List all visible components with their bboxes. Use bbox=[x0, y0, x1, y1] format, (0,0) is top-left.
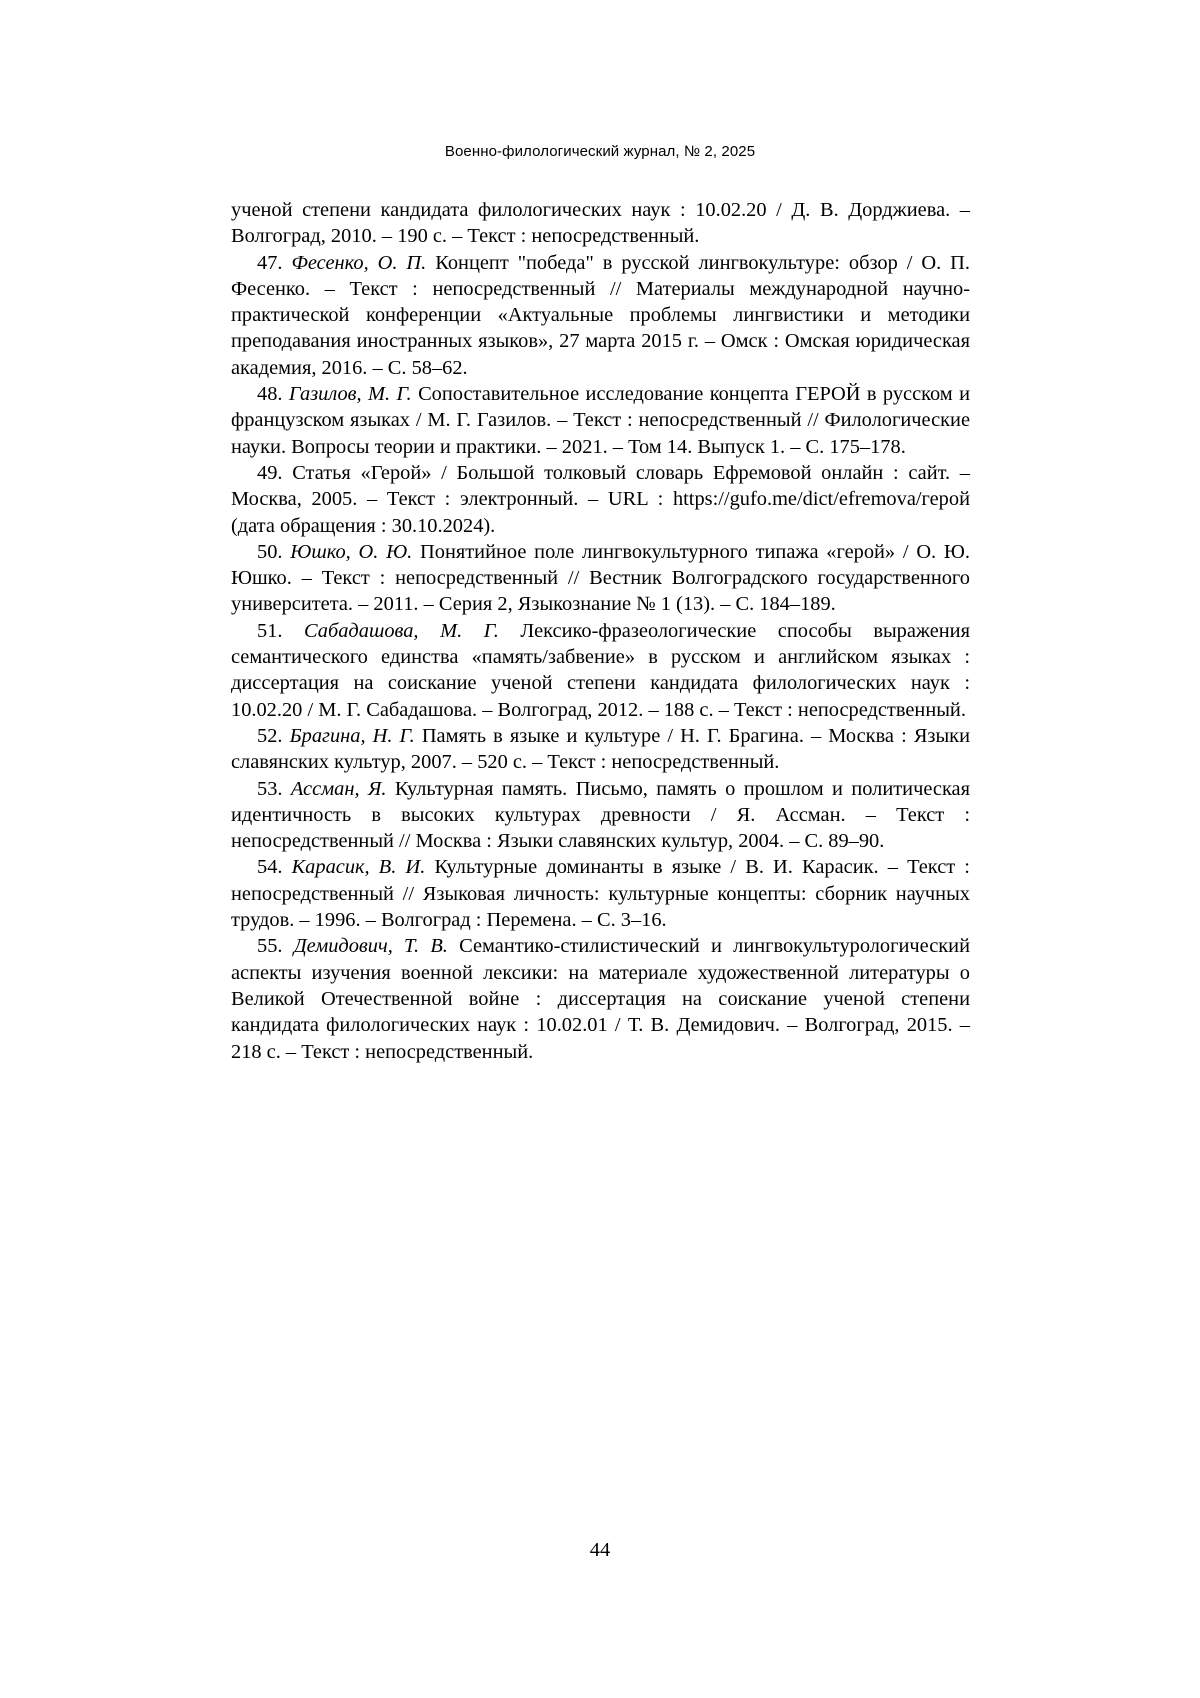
reference-number: 49. bbox=[257, 461, 283, 484]
reference-author: Карасик, В. И. bbox=[291, 856, 426, 879]
reference-number: 54. bbox=[257, 856, 283, 879]
reference-text: Статья «Герой» / Большой толковый словарь Ефремовой онлайн : сайт. – Москва, 2005. – Текст : электронный. – URL : https://gufo.me/dict/efremova/герой (дата обращения : 30.10.2024). bbox=[231, 461, 970, 537]
reference-item bbox=[231, 933, 970, 1064]
reference-item bbox=[231, 776, 970, 855]
reference-item bbox=[231, 250, 970, 381]
reference-author: Газилов, М. Г. bbox=[288, 383, 412, 406]
running-header bbox=[0, 143, 1200, 160]
reference-author: Сабадашова, М. Г. bbox=[304, 619, 499, 642]
reference-author: Брагина, Н. Г. bbox=[289, 724, 415, 747]
reference-number: 51. bbox=[257, 619, 283, 642]
reference-item bbox=[231, 618, 970, 723]
reference-text: Семантико-стилистический и лингвокультурологический аспекты изучения военной лексики: на материале художественной литературы о Великой Отечественной войне : диссертация на соискание ученой степени кандидата филологических наук : 10.02.01 / Т. В. Демидович. – Волгоград, 2015. – 218 с. – Текст : непосредственный. bbox=[231, 935, 970, 1063]
reference-item bbox=[231, 854, 970, 933]
reference-continuation: ученой степени кандидата филологических наук : 10.02.20 / Д. В. Дорджиева. – Волгоград, 2010. – 190 с. – Текст : непосредственный. bbox=[231, 199, 970, 248]
reference-number: 52. bbox=[257, 724, 283, 747]
reference-number: 47. bbox=[257, 251, 283, 274]
reference-text: Культурные доминанты в языке / В. И. Карасик. – Текст : непосредственный // Языковая личность: культурные концепты: сборник научных трудов. – 1996. – Волгоград : Перемена. – С. 3–16. bbox=[231, 856, 970, 932]
reference-list bbox=[231, 197, 970, 1065]
reference-number: 55. bbox=[257, 935, 283, 958]
reference-number: 50. bbox=[257, 540, 283, 563]
reference-author: Юшко, О. Ю. bbox=[290, 540, 413, 563]
page-number: 44 bbox=[589, 1539, 611, 1561]
reference-number: 48. bbox=[257, 383, 283, 406]
reference-author: Фесенко, О. П. bbox=[291, 251, 427, 274]
reference-author: Демидович, Т. В. bbox=[293, 935, 448, 958]
reference-text: Культурная память. Письмо, память о прошлом и политическая идентичность в высоких культурах древности / Я. Ассман. – Текст : непосредственный // Москва : Языки славянских культур, 2004. – С. 89–90. bbox=[231, 777, 970, 853]
reference-item bbox=[231, 723, 970, 776]
reference-text: Сопоставительное исследование концепта ГЕРОЙ в русском и французском языках / М. Г. Газилов. – Текст : непосредственный // Филологические науки. Вопросы теории и практики. – 2021. – Том 14. Выпуск 1. – С. 175–178. bbox=[231, 383, 971, 458]
reference-text: Понятийное поле лингвокультурного типажа «герой» / О. Ю. Юшко. – Текст : непосредственный // Вестник Волгоградского государственного университета. – 2011. – Серия 2, Языкознание № 1 (13). – С. 184–189. bbox=[231, 540, 970, 616]
reference-item bbox=[231, 381, 970, 460]
reference-item bbox=[231, 460, 970, 539]
reference-text: Лексико-фразеологические способы выражения семантического единства «память/забвение» в русском и английском языках : диссертация на соискание ученой степени кандидата филологических наук : 10.02.20 / М. Г. Сабадашова. – Волгоград, 2012. – 188 с. – Текст : непосредственный. bbox=[231, 619, 970, 721]
journal-title: Военно-филологический журнал, № 2, 2025 bbox=[444, 143, 756, 160]
reference-author: Ассман, Я. bbox=[290, 777, 387, 800]
reference-number: 53. bbox=[257, 777, 283, 800]
reference-item bbox=[231, 539, 970, 618]
reference-text: Память в языке и культуре / Н. Г. Брагина. – Москва : Языки славянских культур, 2007. – 520 с. – Текст : непосредственный. bbox=[231, 724, 970, 774]
reference-text: Концепт "победа" в русской лингвокультуре: обзор / О. П. Фесенко. – Текст : непосредственный // Материалы международной научно-практической конференции «Актуальные проблемы лингвистики и методики преподавания иностранных языков», 27 марта 2015 г. – Омск : Омская юридическая академия, 2016. – С. 58–62. bbox=[231, 251, 970, 379]
